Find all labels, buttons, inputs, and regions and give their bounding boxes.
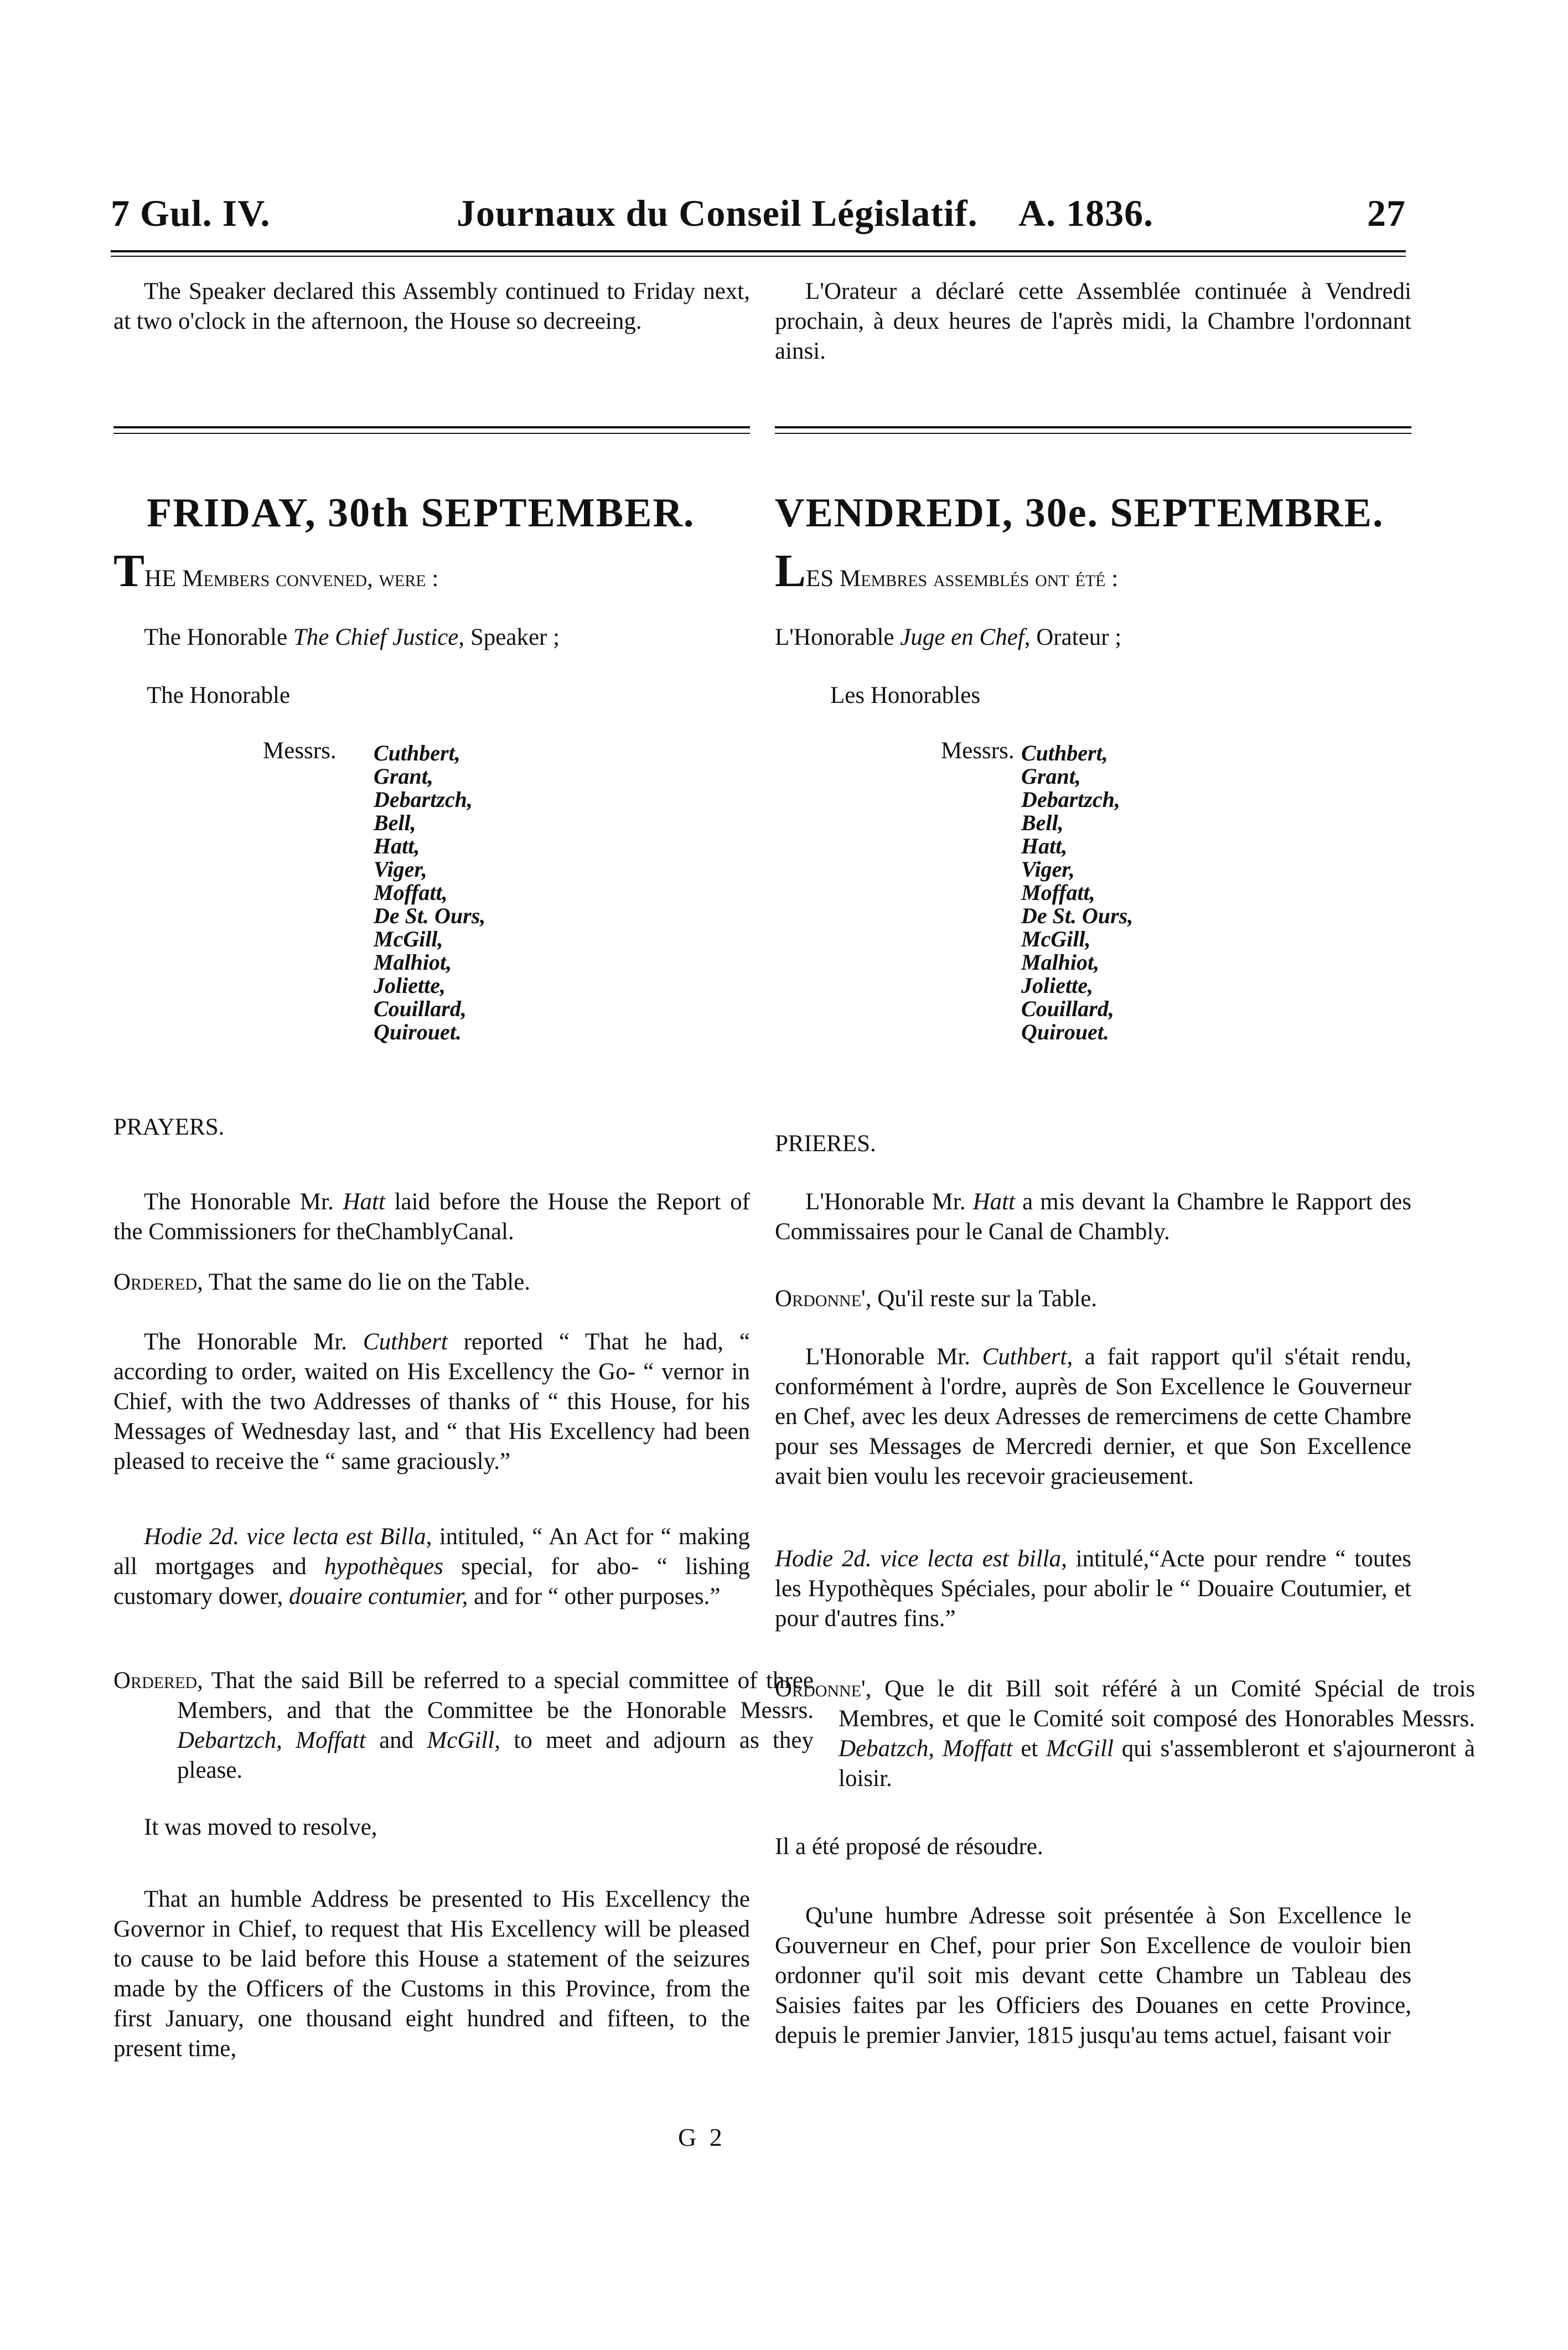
member-name: Moffatt,: [1021, 880, 1095, 905]
member-name: Hatt,: [1021, 834, 1068, 858]
french-members-list: [1021, 742, 1133, 1044]
english-adjournment-paragraph: The Speaker declared this Assembly continued to Friday next, at two o'clock in the afternoon, the House so decreeing.: [113, 278, 750, 334]
french-adjournment-paragraph: L'Orateur a déclaré cette Assemblée continuée à Vendredi prochain, à deux heures de l'après midi, la Chambre l'ordonnant ainsi.: [775, 278, 1411, 364]
french-speaker-line: L'Honorable Juge en Chef, Orateur ;: [775, 624, 1122, 650]
member-name: Moffatt,: [374, 880, 448, 905]
english-section-separator: [113, 426, 750, 434]
english-hatt-report: The Honorable Mr. Hatt laid before the House the Report of the Commissioners for theChamblyCanal.: [113, 1189, 750, 1245]
running-header: [111, 183, 1406, 244]
member-name: McGill,: [374, 926, 443, 951]
member-name: Cuthbert,: [1021, 741, 1108, 765]
member-name: Couillard,: [374, 996, 467, 1021]
header-rule-thin: [111, 256, 1406, 257]
member-name: Joliette,: [374, 973, 446, 998]
member-name: Grant,: [374, 764, 433, 789]
member-name: Viger,: [374, 857, 427, 882]
english-moved: It was moved to resolve,: [144, 1814, 377, 1840]
french-day-heading: VENDREDI, 30e. SEPTEMBRE.: [775, 490, 1384, 536]
member-name: Quirouet.: [1021, 1019, 1109, 1044]
header-regnal-year: 7 Gul. IV.: [111, 192, 271, 234]
french-messrs-label: Messrs.: [941, 738, 1015, 764]
french-hatt-report: L'Honorable Mr. Hatt a mis devant la Chambre le Rapport des Commissaires pour le Canal de Chambly.: [775, 1189, 1411, 1245]
english-day-heading: FRIDAY, 30th SEPTEMBER.: [147, 490, 695, 536]
english-messrs-label: Messrs.: [263, 738, 337, 764]
french-bill-reading: Hodie 2d. vice lecta est billa, intitulé,“Acte pour rendre “ toutes les Hypothèques Spéciales, pour abolir le “ Douaire Coutumier, et pour d'autres fins.”: [775, 1546, 1411, 1632]
member-name: Malhiot,: [374, 950, 452, 975]
french-honorable-label: Les Honorables: [830, 682, 981, 708]
member-name: Hatt,: [374, 834, 420, 858]
french-section-separator: [775, 426, 1411, 434]
english-honorable-label: The Honorable: [147, 682, 291, 708]
member-name: Debartzch,: [374, 787, 473, 812]
english-address: That an humble Address be presented to His Excellency the Governor in Chief, to request that His Excellency will be pleased to cause to be laid before this House a statement of the seizures made by the Officers of the Customs in this Province, from the first January, one thousand eight hundred and fifteen, to the present time,: [113, 1886, 750, 2062]
english-cuthbert-report: The Honorable Mr. Cuthbert reported “ That he had, “ according to order, waited on His Excellency the Go- “ vernor in Chief, with the two Addresses of thanks of “ this House, for his Messages of Wednesday last, and “ that His Excellency had been pleased to receive the “ same graciously.”: [113, 1329, 750, 1474]
member-name: Joliette,: [1021, 973, 1093, 998]
header-rule: [111, 250, 1406, 252]
member-name: Viger,: [1021, 857, 1075, 882]
member-name: De St. Ours,: [1021, 903, 1134, 928]
french-ordered-table: Ordonne', Qu'il reste sur la Table.: [775, 1286, 1098, 1312]
member-name: De St. Ours,: [374, 903, 486, 928]
french-moved: Il a été proposé de résoudre.: [775, 1834, 1043, 1860]
signature-mark: G 2: [678, 2123, 726, 2151]
french-members-intro: LES Membres assemblés ont été :: [775, 545, 1119, 597]
english-bill-reading: Hodie 2d. vice lecta est Billa, intituled, “ An Act for “ making all mortgages and hypothèques special, for abo- “ lishing customary dower, douaire contumier, and for “ other purposes.”: [113, 1524, 750, 1609]
english-speaker-line: The Honorable The Chief Justice, Speaker ;: [144, 624, 560, 650]
member-name: McGill,: [1021, 926, 1091, 951]
member-name: Cuthbert,: [374, 741, 460, 765]
english-prayers: PRAYERS.: [113, 1114, 225, 1140]
member-name: Grant,: [1021, 764, 1081, 789]
header-page-number: 27: [1367, 192, 1406, 234]
member-name: Couillard,: [1021, 996, 1114, 1021]
english-ordered-committee: Ordered, That the said Bill be referred to a special committee of three Members, and that the Committee be the Honorable Messrs. Debartzch, Moffatt and McGill, to meet and adjourn as they please.: [113, 1668, 814, 1783]
french-prayers: PRIERES.: [775, 1131, 876, 1157]
member-name: Debartzch,: [1021, 787, 1120, 812]
english-ordered-table: Ordered, That the same do lie on the Table.: [113, 1269, 531, 1295]
member-name: Malhiot,: [1021, 950, 1100, 975]
member-name: Quirouet.: [374, 1019, 462, 1044]
french-address: Qu'une humbre Adresse soit présentée à Son Excellence le Gouverneur en Chef, pour prier Son Excellence de vouloir bien ordonner qu'il soit mis devant cette Chambre un Tableau des Saisies faites par les Officiers des Douanes en cette Province, depuis le premier Janvier, 1815 jusqu'au tems actuel, faisant voir: [775, 1903, 1411, 2048]
french-cuthbert-report: L'Honorable Mr. Cuthbert, a fait rapport qu'il s'était rendu, conformément à l'ordre, auprès de Son Excellence le Gouverneur en Chef, avec les deux Adresses de remercimens de cette Chambre pour ses Messages de Mercredi dernier, et que Son Excellence avait bien voulu les recevoir gracieusement.: [775, 1344, 1411, 1489]
french-ordered-committee: Ordonne', Que le dit Bill soit référé à un Comité Spécial de trois Membres, et que le Comité soit composé des Honorables Messrs. Debatzch, Moffatt et McGill qui s'assembleront et s'ajourneront à loisir.: [775, 1676, 1475, 1792]
member-name: Bell,: [374, 810, 416, 835]
english-members-list: [374, 742, 485, 1044]
member-name: Bell,: [1021, 810, 1064, 835]
header-year: A. 1836.: [1018, 192, 1154, 234]
english-members-intro: THE Members convened, were :: [113, 545, 439, 597]
header-title: Journaux du Conseil Législatif.: [457, 192, 978, 234]
